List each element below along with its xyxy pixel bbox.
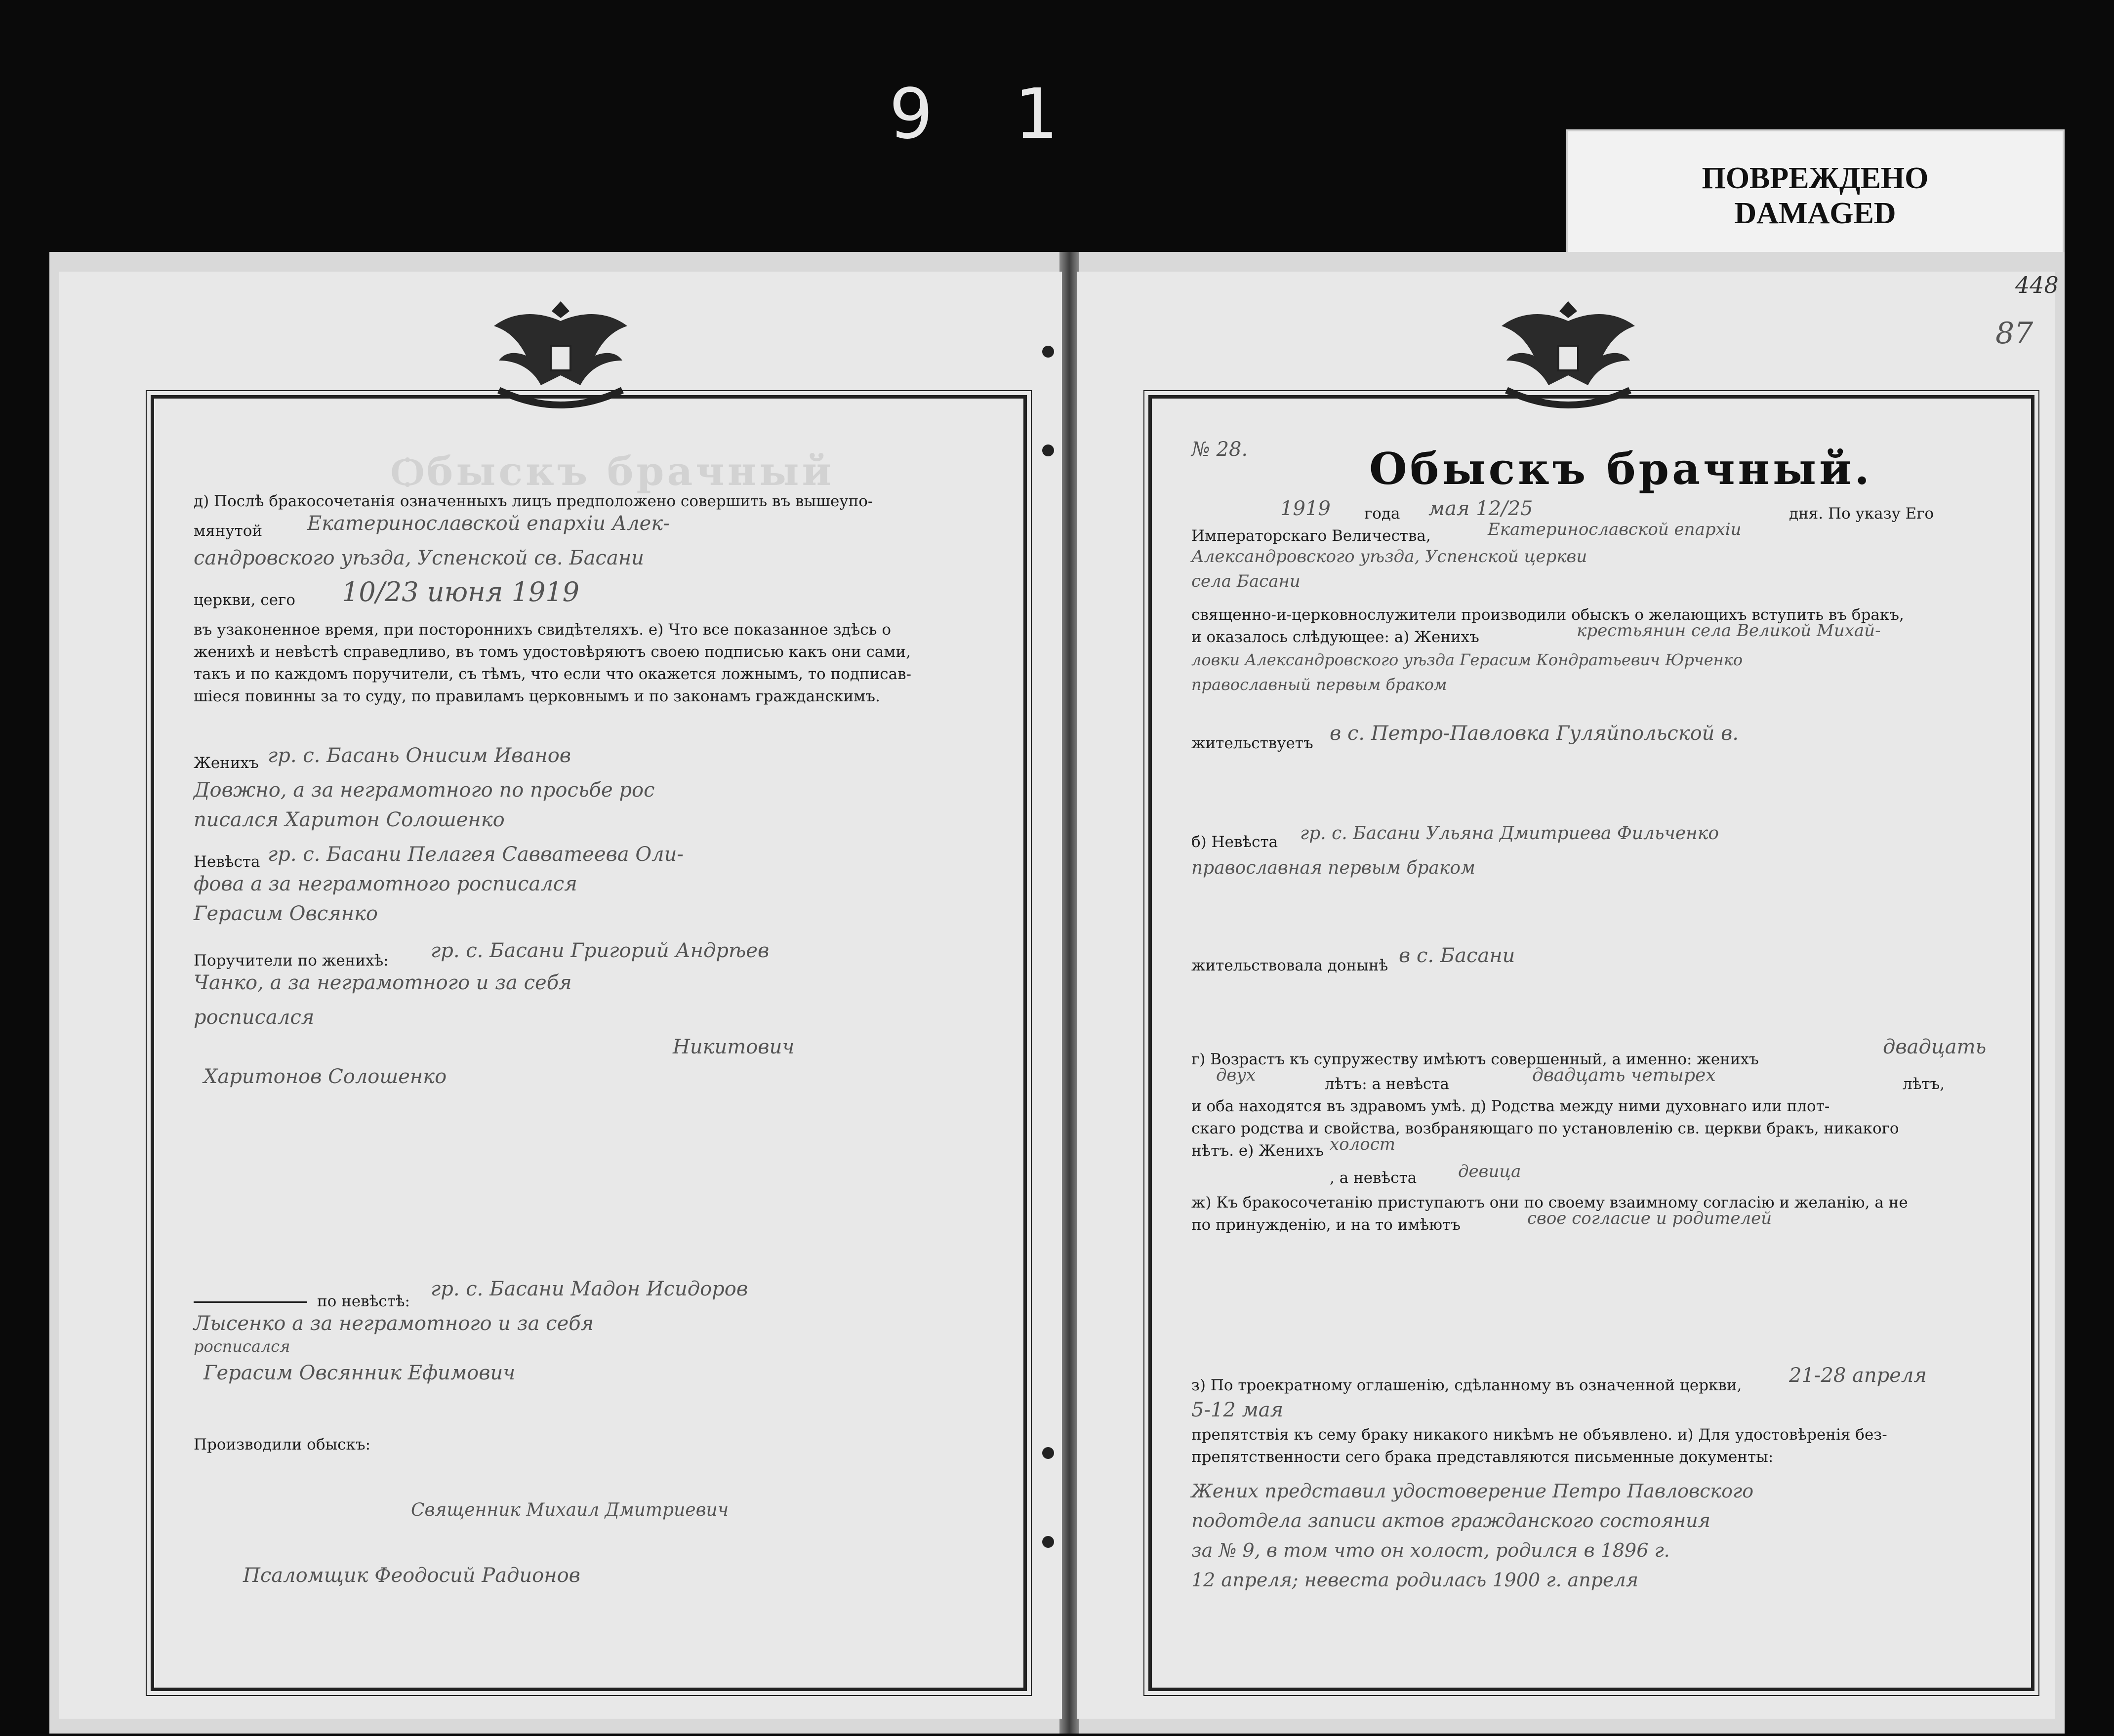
handwritten-line: гр. с. Басань Онисим Иванов xyxy=(268,744,571,767)
damaged-stamp-ru: ПОВРЕЖДЕНО xyxy=(1702,161,1929,195)
handwritten-line: села Басани xyxy=(1191,571,1301,591)
binding-hole xyxy=(1042,1536,1054,1548)
handwritten-line: 5-12 мая xyxy=(1191,1399,1284,1421)
year-label: года xyxy=(1364,505,1400,523)
handwritten-line: Герасим Овсянко xyxy=(194,902,378,925)
handwritten-date: 10/23 июня 1919 xyxy=(342,576,580,607)
right-page-frame xyxy=(1148,395,2034,1691)
age-line2: лѣтъ: а невѣста xyxy=(1325,1075,1450,1093)
handwritten-line: православная первым браком xyxy=(1191,858,1475,878)
handwritten-line: сандровского уѣзда, Успенской св. Басани xyxy=(194,547,644,569)
banns-line: з) По троекратному оглашенію, сдѣланному въ означенной церкви, xyxy=(1191,1376,1742,1394)
handwritten-line: Никитович xyxy=(673,1036,795,1058)
binding-hole xyxy=(1042,346,1054,358)
handwritten-line: в с. Петро-Павловка Гуляйпольской в. xyxy=(1330,722,1739,745)
bleed-through: Ѻбыскъ брачный xyxy=(391,448,834,494)
handwritten-line: девица xyxy=(1458,1162,1521,1181)
conducted-label: Производили обыскъ: xyxy=(194,1436,371,1453)
handwritten-line: гр. с. Басани Григорий Андрѣев xyxy=(431,939,770,962)
handwritten-line: Герасим Овсянник Ефимович xyxy=(203,1362,516,1384)
age-line3: лѣтъ, xyxy=(1903,1075,1945,1093)
consent-line2: по принужденію, и на то имѣютъ xyxy=(1191,1216,1461,1234)
handwritten-line: 21-28 апреля xyxy=(1789,1364,1927,1387)
register-book xyxy=(49,252,2065,1734)
binding-hole xyxy=(1042,444,1054,456)
section-e-line2: женихѣ и невѣстѣ справедливо, въ томъ удостовѣряютъ своею подписью какъ они сами, xyxy=(194,643,911,661)
damaged-stamp-en: DAMAGED xyxy=(1734,197,1896,230)
handwritten-line: подотдела записи актов гражданского состояния xyxy=(1191,1510,1710,1532)
church-label: церкви, сего xyxy=(194,591,295,609)
sureties-bride-label: по невѣстѣ: xyxy=(194,1292,410,1310)
page-number: 87 xyxy=(1995,316,2033,351)
book-gutter xyxy=(1059,252,1079,1734)
clergy-line2: и оказалось слѣдующее: а) Женихъ xyxy=(1191,628,1479,646)
right-page xyxy=(1077,272,2059,1719)
handwritten-year: 1919 xyxy=(1280,497,1331,520)
damaged-stamp xyxy=(1566,129,2065,263)
bride-label: Невѣста xyxy=(194,853,260,871)
frame-number: 9 1 xyxy=(889,74,1088,155)
psalmist-signature: Псаломщик Феодосий Радионов xyxy=(243,1564,580,1587)
section-e-line4: шіеся повинны за то суду, по правиламъ церковнымъ и по законамъ гражданскимъ. xyxy=(194,687,880,705)
section-e-line1: въ узаконенное время, при постороннихъ свидѣтеляхъ. е) Что все показанное здѣсь о xyxy=(194,621,892,639)
handwritten-line: ловки Александровского уѣзда Герасим Кондратьевич Юрченко xyxy=(1191,650,1743,669)
age-line5: скаго родства и свойства, возбраняющаго по установленію св. церкви бракъ, никакого xyxy=(1191,1120,1899,1137)
handwritten-line: Лысенко а за неграмотного и за себя xyxy=(194,1312,594,1335)
handwritten-line: Екатеринославской епархіи Алек- xyxy=(307,512,670,535)
age-line4: и оба находятся въ здравомъ умѣ. д) Родства между ними духовнаго или плот- xyxy=(1191,1097,1830,1115)
bride-label: б) Невѣста xyxy=(1191,833,1278,851)
left-page xyxy=(59,272,1062,1719)
handwritten-line: двадцать xyxy=(1883,1036,1987,1058)
majesty-label: Императорскаго Величества, xyxy=(1191,527,1431,545)
handwritten-line: Жених представил удостоверение Петро Павловского xyxy=(1191,1480,1754,1502)
section-d-cont: мянутой xyxy=(194,522,263,540)
handwritten-line: православный первым браком xyxy=(1191,675,1447,694)
section-d-text: д) Послѣ бракосочетанія означенныхъ лицъ предположено совершить въ вышеупо- xyxy=(194,492,873,510)
resided-label: жительствовала донынѣ xyxy=(1191,957,1388,974)
handwritten-line: холост xyxy=(1330,1134,1396,1154)
handwritten-line: Довжно, а за неграмотного по просьбе рос xyxy=(194,779,655,802)
sureties-groom-label: Поручители по женихѣ: xyxy=(194,952,389,969)
handwritten-line: двадцать четырех xyxy=(1532,1065,1716,1086)
impediment-line2: препятственности сего брака представляются письменные документы: xyxy=(1191,1448,1774,1466)
consent-line1: ж) Къ бракосочетанію приступаютъ они по своему взаимному согласію и желанію, а не xyxy=(1191,1194,1908,1211)
binding-hole xyxy=(1042,1447,1054,1459)
handwritten-line: писался Харитон Солошенко xyxy=(194,808,505,831)
handwritten-line: Александровского уѣзда, Успенской церкви xyxy=(1191,547,1587,566)
handwritten-line: свое согласие и родителей xyxy=(1527,1209,1772,1228)
residence-label: жительствуетъ xyxy=(1191,734,1313,752)
handwritten-line: 12 апреля; невеста родилась 1900 г. апреля xyxy=(1191,1569,1638,1591)
handwritten-line: Харитонов Солошенко xyxy=(203,1065,447,1088)
handwritten-line: Екатеринославской епархіи xyxy=(1488,520,1742,539)
groom-label: Женихъ xyxy=(194,754,259,772)
page-title: Обыскъ брачный. xyxy=(1369,443,1873,494)
handwritten-line: гр. с. Басани Пелагея Савватеева Оли- xyxy=(268,843,684,866)
age-line1: г) Возрастъ къ супружеству имѣютъ совершенный, а именно: женихъ xyxy=(1191,1050,1759,1068)
handwritten-line: гр. с. Басани Мадон Исидоров xyxy=(431,1278,748,1300)
handwritten-line: гр. с. Басани Ульяна Дмитриева Фильченко xyxy=(1300,823,1719,844)
handwritten-line: крестьянин села Великой Михай- xyxy=(1577,621,1881,641)
record-number: № 28. xyxy=(1191,438,1248,461)
day-label: дня. По указу Его xyxy=(1789,505,1934,523)
handwritten-line: росписался xyxy=(194,1006,315,1029)
section-e-line3: такъ и по каждомъ поручители, съ тѣмъ, что если что окажется ложнымъ, то подписав- xyxy=(194,665,912,683)
clergy-line1: священно-и-церковнослужители производили обыскъ о желающихъ вступить въ бракъ, xyxy=(1191,606,1904,624)
corner-number: 448 xyxy=(2015,272,2059,298)
impediment-line1: препятствія къ сему браку никакого никѣмъ не объявлено. и) Для удостовѣренія без- xyxy=(1191,1426,1887,1444)
priest-signature: Священник Михаил Дмитриевич xyxy=(411,1500,729,1520)
blank-rule xyxy=(194,1301,307,1303)
handwritten-line: фова а за неграмотного росписался xyxy=(194,873,577,895)
handwritten-line: за № 9, в том что он холост, родился в 1896 г. xyxy=(1191,1539,1670,1561)
left-page-frame xyxy=(151,395,1027,1691)
handwritten-line: двух xyxy=(1216,1065,1256,1085)
handwritten-date: мая 12/25 xyxy=(1428,497,1533,520)
handwritten-line: в с. Басани xyxy=(1399,944,1515,967)
handwritten-line: Чанко, а за неграмотного и за себя xyxy=(194,971,572,994)
age-line6: нѣтъ. е) Женихъ xyxy=(1191,1142,1324,1160)
age-line7: , а невѣста xyxy=(1330,1169,1417,1187)
handwritten-line: росписался xyxy=(194,1337,290,1356)
